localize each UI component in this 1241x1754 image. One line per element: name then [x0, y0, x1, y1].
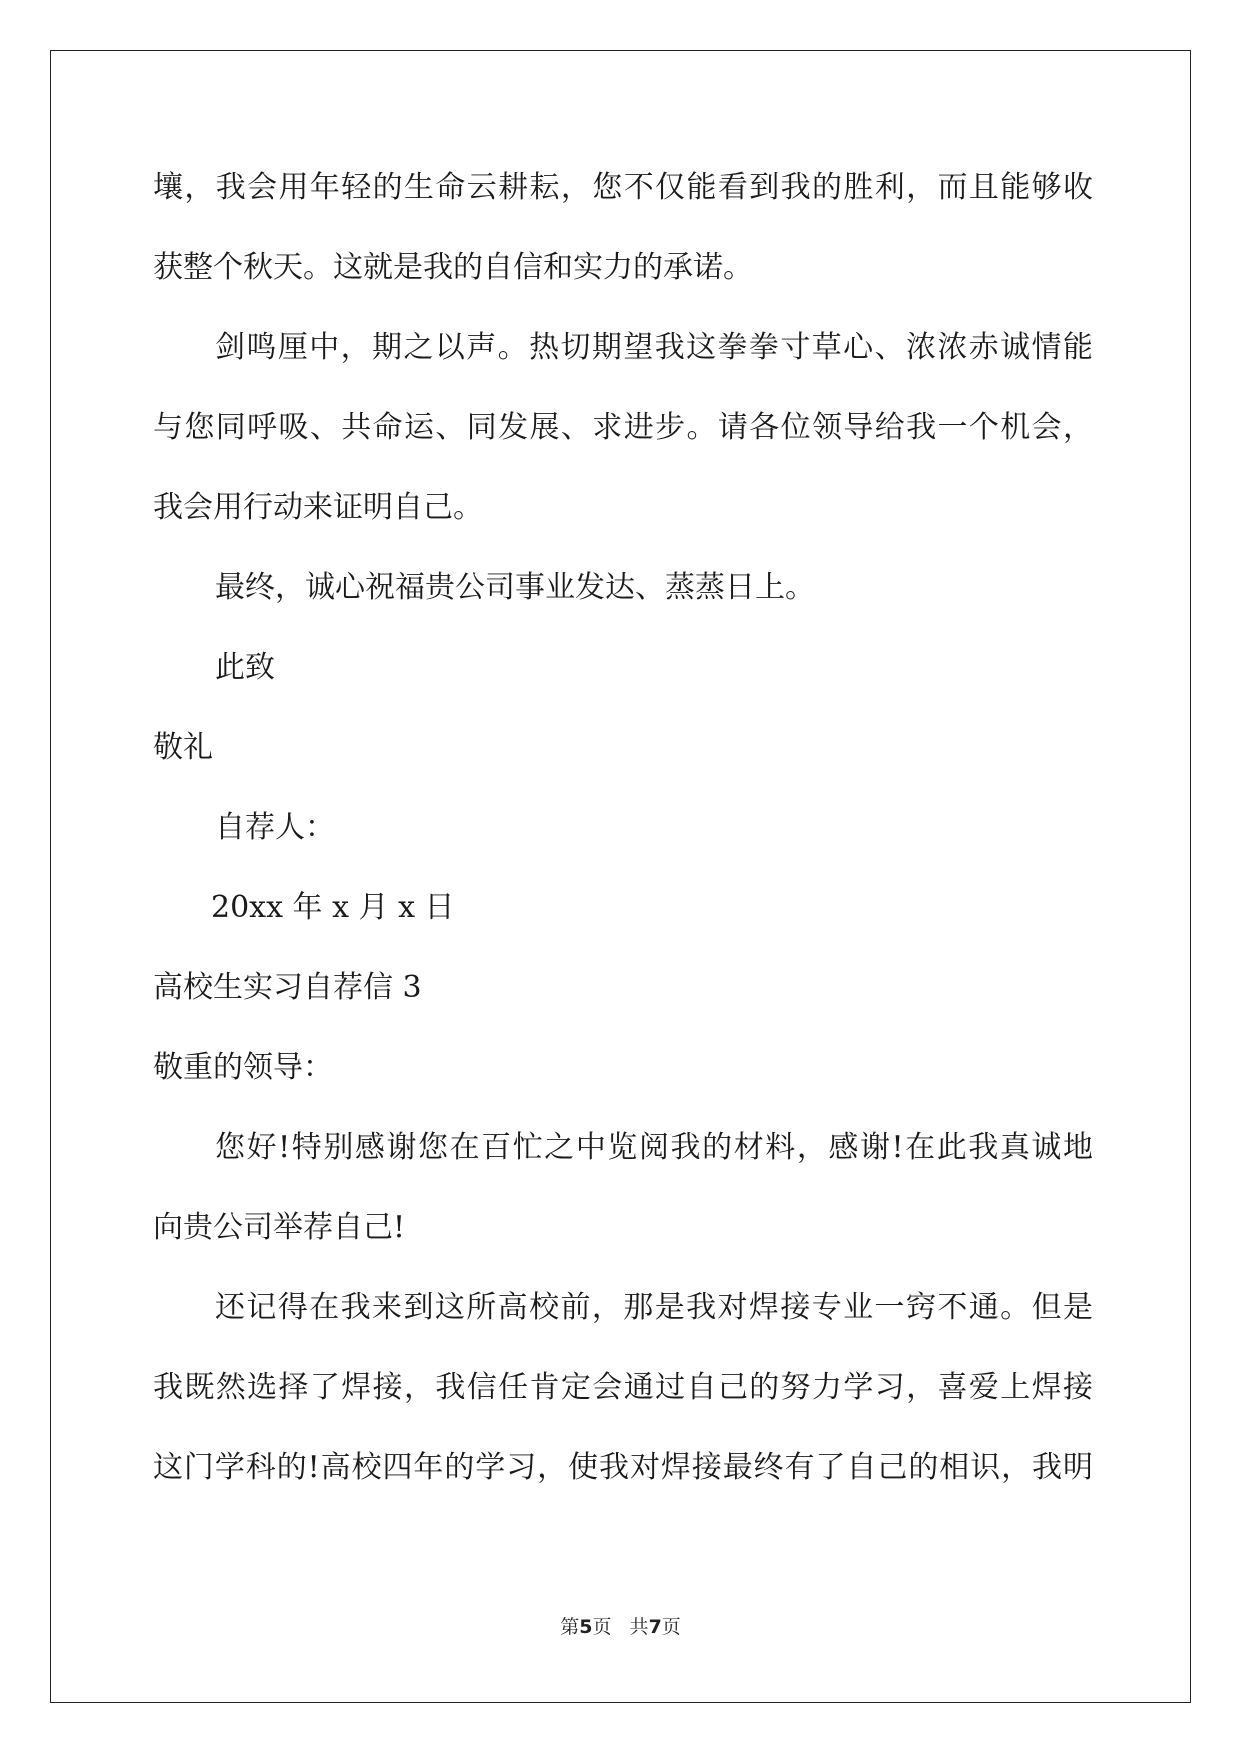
section-title: 高校生实习自荐信 3: [153, 970, 422, 1005]
text-line: 敬礼: [153, 730, 213, 765]
text-line: 最终，诚心祝福贵公司事业发达、蒸蒸日上。: [215, 570, 815, 605]
text-line: 我既然选择了焊接，我信任肯定会通过自己的努力学习，喜爱上焊接: [153, 1370, 1093, 1405]
text-line: 与您同呼吸、共命运、同发展、求进步。请各位领导给我一个机会，: [153, 410, 1093, 445]
text-line: 自荐人：: [215, 810, 335, 845]
date-line: 20xx 年 x 月 x 日: [211, 890, 455, 925]
footer-total-pages: 7: [648, 1616, 662, 1638]
salutation: 敬重的领导：: [153, 1050, 333, 1085]
footer-page-number: 5: [579, 1616, 593, 1638]
footer-middle: 页 共: [592, 1616, 649, 1638]
text-line: 我会用行动来证明自己。: [153, 490, 483, 525]
text-line: 还记得在我来到这所高校前，那是我对焊接专业一窍不通。但是: [215, 1290, 1093, 1325]
text-line: 这门学科的!高校四年的学习，使我对焊接最终有了自己的相识，我明: [153, 1450, 1093, 1485]
text-line: 您好!特别感谢您在百忙之中览阅我的材料，感谢!在此我真诚地: [215, 1130, 1093, 1165]
text-line: 此致: [215, 650, 275, 685]
footer-suffix: 页: [661, 1616, 681, 1638]
page-footer: [0, 1615, 1241, 1639]
text-line: 获整个秋天。这就是我的自信和实力的承诺。: [153, 250, 753, 285]
text-line: 壤，我会用年轻的生命云耕耘，您不仅能看到我的胜利，而且能够收: [153, 170, 1093, 205]
text-line: 向贵公司举荐自己!: [153, 1210, 406, 1245]
footer-prefix: 第: [560, 1616, 580, 1638]
text-line: 剑鸣厘中，期之以声。热切期望我这拳拳寸草心、浓浓赤诚情能: [215, 330, 1093, 365]
